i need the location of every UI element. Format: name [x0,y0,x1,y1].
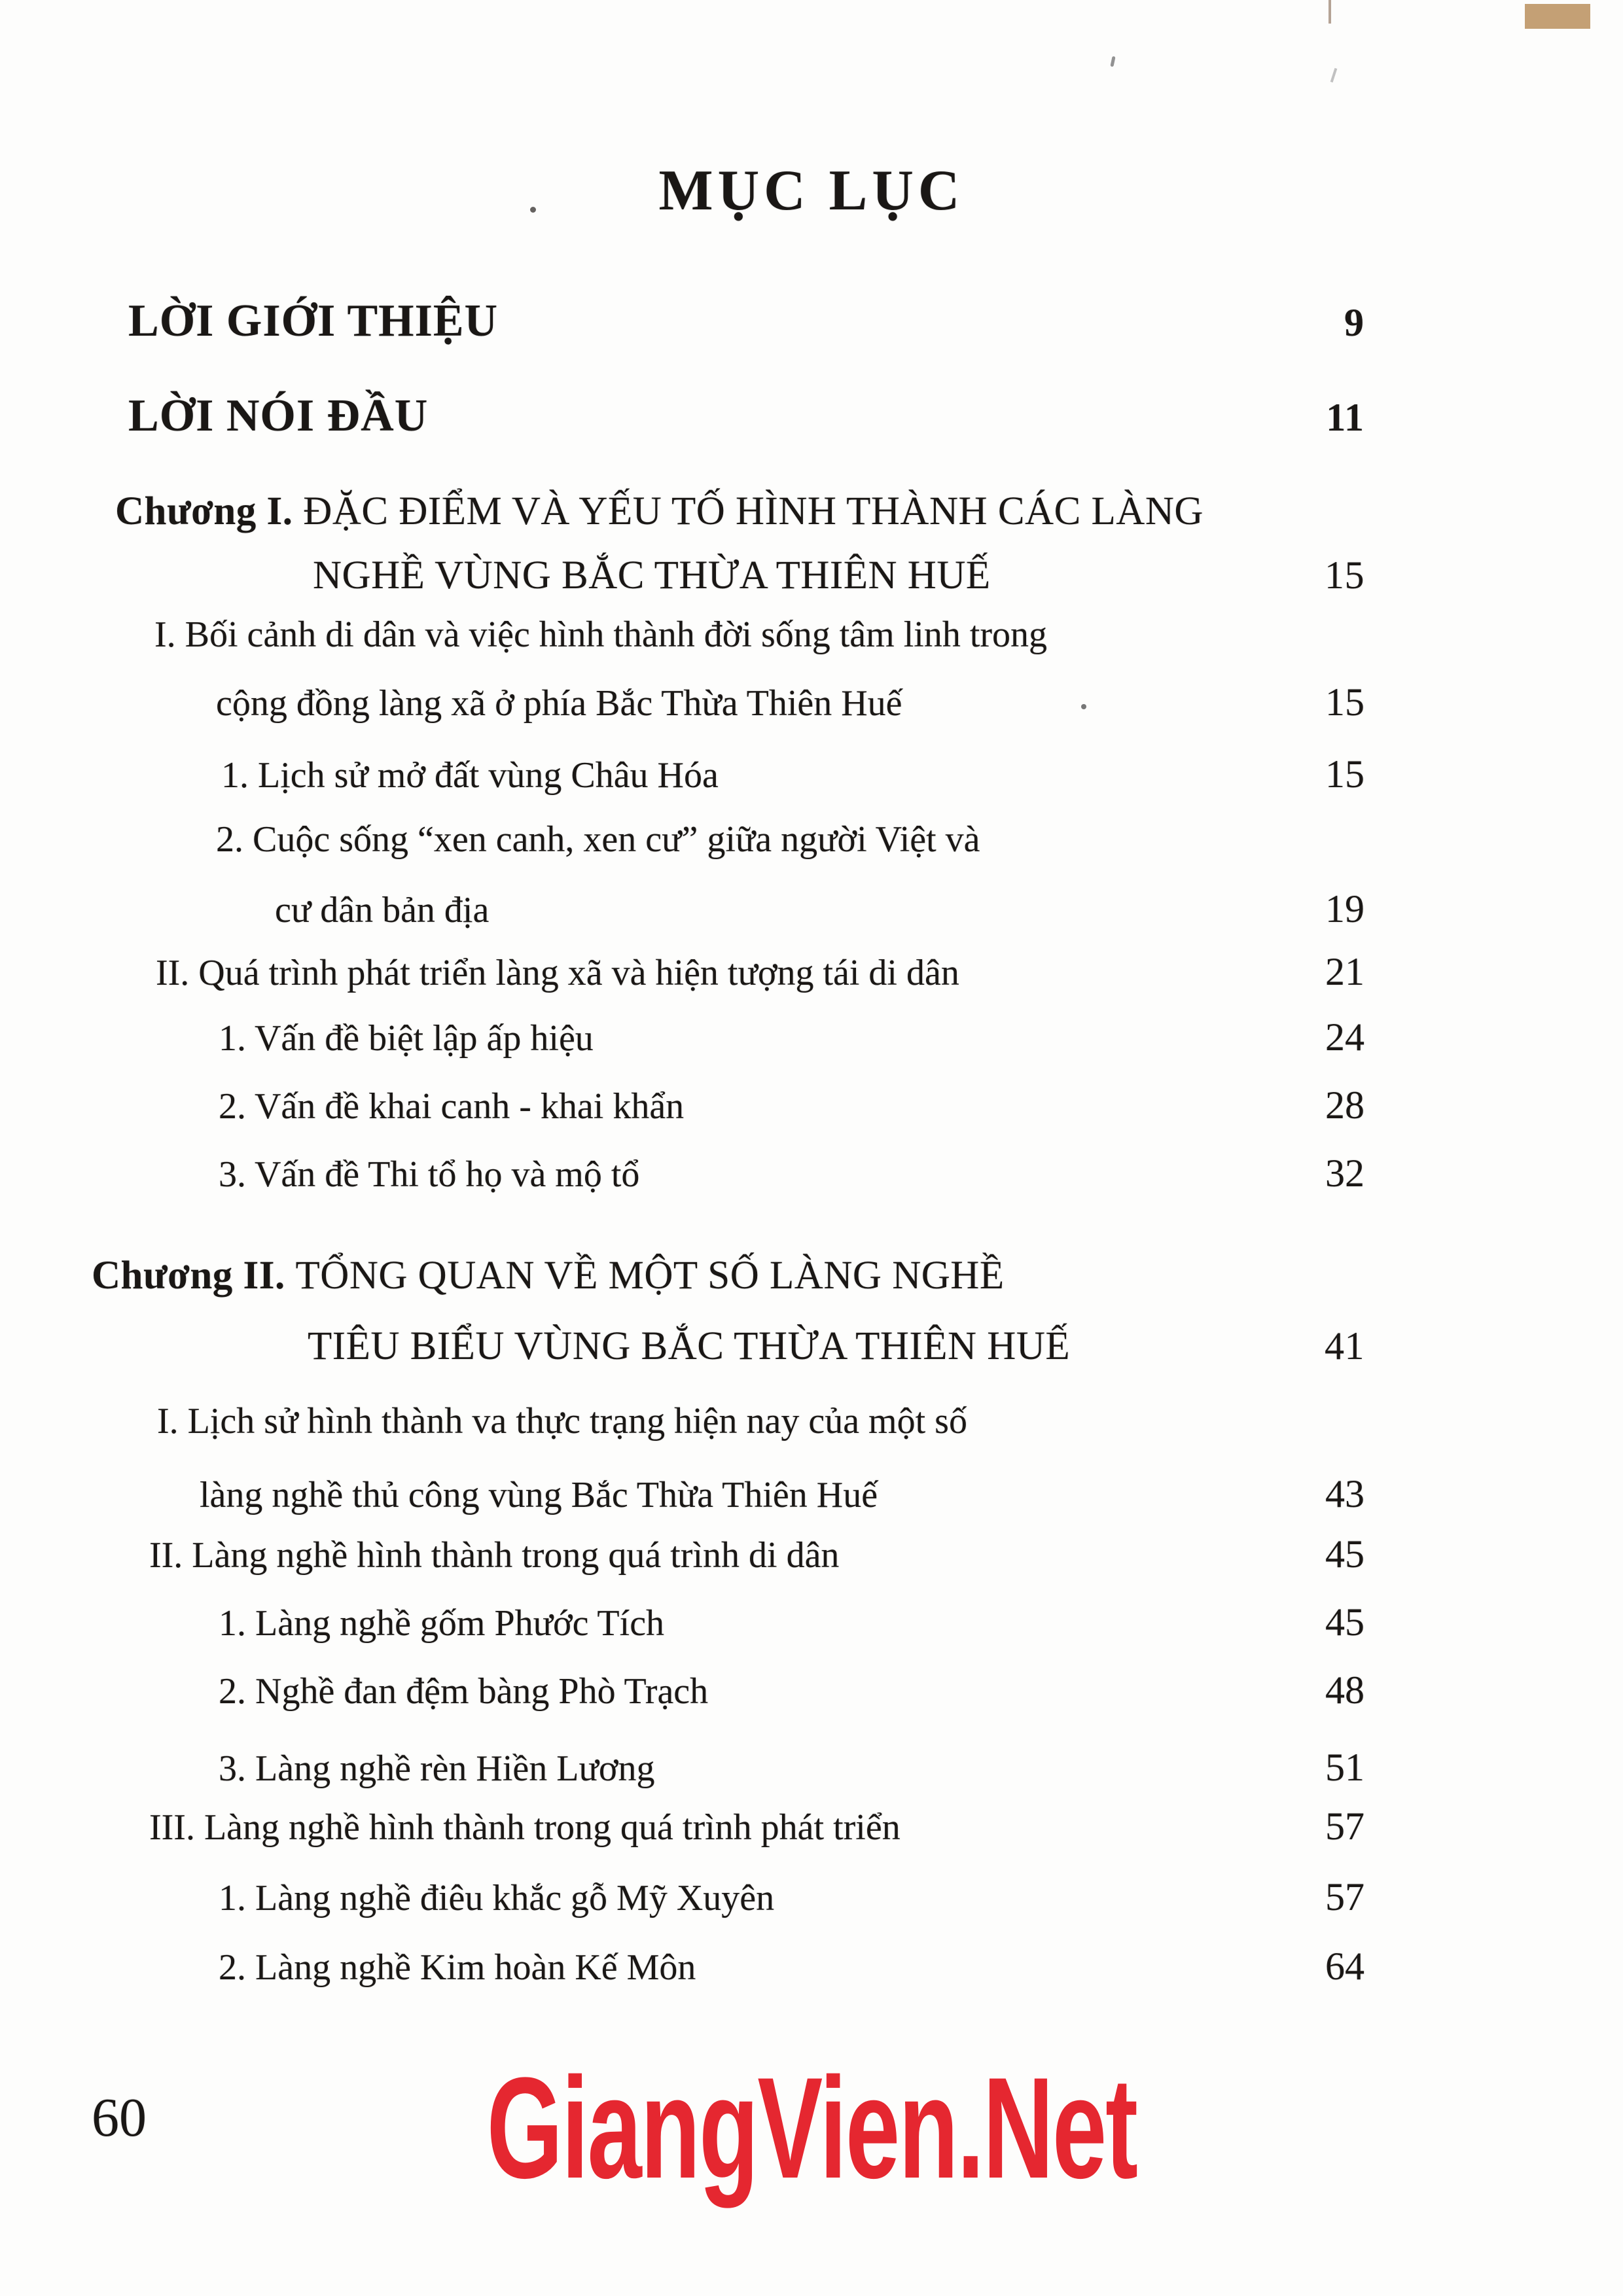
page-title: MỤC LỤC [658,159,965,222]
toc-row [149,1532,1364,1576]
toc-row [275,887,1364,931]
toc-row-title: II. Làng nghề hình thành trong quá trình di dân [149,1535,840,1576]
toc-row-title: Chương II. TỔNG QUAN VỀ MỘT SỐ LÀNG NGHỀ [92,1254,1005,1298]
toc-row [200,1472,1364,1516]
toc-row-title: cư dân bản địa [275,890,490,930]
toc-row-page: 45 [1325,1532,1364,1576]
toc-row [219,1875,1364,1919]
toc-row-page: 21 [1325,950,1364,993]
toc-row [128,296,1364,346]
toc-row [219,1669,1364,1712]
toc-row-title: 1. Làng nghề gốm Phước Tích [219,1603,665,1644]
toc-row-title: 1. Lịch sử mở đất vùng Châu Hóa [221,755,719,796]
toc-row-page: 51 [1325,1746,1364,1789]
toc-row [308,1324,1364,1368]
footer-page-number: 60 [92,2087,147,2148]
scan-edge-bar [97,0,1623,9]
toc-row-page: 57 [1325,1875,1364,1918]
toc-row-title: cộng đồng làng xã ở phía Bắc Thừa Thiên Huế [216,683,902,724]
toc-row-title: LỜI NÓI ĐẦU [128,391,429,441]
toc-row [154,615,1047,656]
toc-row [313,554,1364,597]
toc-row-title: 2. Cuộc sống “xen canh, xen cư” giữa người Việt và [216,819,980,860]
scan-artifact-speck [1110,56,1115,67]
toc-row-page: 41 [1325,1324,1364,1368]
toc-row-page: 28 [1325,1084,1364,1127]
toc-row-page: 45 [1325,1600,1364,1644]
toc-row [219,1600,1364,1644]
toc-row-title: 2. Làng nghề Kim hoàn Kế Môn [219,1947,696,1988]
toc-row-page: 57 [1325,1805,1364,1848]
toc-row-page: 15 [1325,752,1364,796]
toc-row [157,1402,967,1442]
toc-row-title: NGHỀ VÙNG BẮC THỪA THIÊN HUẾ [313,554,991,597]
watermark [0,2047,1623,2208]
scan-artifact-line [1329,0,1331,24]
toc-row [219,1945,1364,1988]
toc-row [149,1805,1364,1848]
scan-artifact-speck [1330,68,1338,82]
toc-row-title: I. Bối cảnh di dân và việc hình thành đời sống tâm linh trong [154,614,1048,655]
toc-row [216,820,980,860]
toc-row [219,1084,1364,1127]
toc-row [216,680,1364,724]
toc-row [221,752,1364,796]
toc-row-page: 64 [1325,1945,1364,1988]
toc-row-page: 19 [1325,887,1364,930]
toc-row [92,1254,1005,1298]
toc-row-title: 2. Nghề đan đệm bàng Phò Trạch [219,1671,709,1712]
scan-edge-tan-patch [1525,4,1590,29]
toc-row [219,1016,1364,1059]
toc-row-title: Chương I. ĐẶC ĐIỂM VÀ YẾU TỐ HÌNH THÀNH CÁC LÀNG [115,489,1204,533]
toc-row-title: 3. Làng nghề rèn Hiền Lương [219,1748,655,1789]
toc-row-page: 32 [1325,1152,1364,1195]
toc-row-chapter-label: Chương I. [115,489,304,533]
toc-row-title: 2. Vấn đề khai canh - khai khẩn [219,1086,685,1127]
toc-row-page: 24 [1325,1016,1364,1059]
toc-row [156,950,1364,994]
watermark-text: GiangVien.Net [486,2047,1137,2208]
toc-row-title: làng nghề thủ công vùng Bắc Thừa Thiên Huế [200,1475,878,1515]
scan-edge-gap [783,0,793,9]
toc-row-title: 3. Vấn đề Thi tổ họ và mộ tổ [219,1154,640,1195]
toc-row-title: II. Quá trình phát triển làng xã và hiện tượng tái di dân [156,953,959,993]
toc-row-title: I. Lịch sử hình thành va thực trạng hiện nay của một số [157,1401,967,1441]
toc-row-page: 11 [1326,396,1364,439]
toc-row-title: LỜI GIỚI THIỆU [128,296,499,346]
toc-row-page: 43 [1325,1472,1364,1515]
toc-row-title: TIÊU BIỂU VÙNG BẮC THỪA THIÊN HUẾ [308,1324,1071,1368]
toc-row-title: 1. Làng nghề điêu khắc gỗ Mỹ Xuyên [219,1878,775,1918]
toc-row-title: III. Làng nghề hình thành trong quá trình phát triển [149,1807,901,1848]
toc-row-page: 15 [1325,680,1364,724]
toc-row [128,391,1364,441]
toc-row [115,489,1204,533]
toc-row-chapter-label: Chương II. [92,1254,296,1298]
toc-row-page: 9 [1344,301,1364,344]
toc-row-page: 15 [1325,554,1364,597]
toc-row [219,1746,1364,1790]
toc-row-title: 1. Vấn đề biệt lập ấp hiệu [219,1018,594,1059]
toc-row [219,1152,1364,1195]
toc-row-page: 48 [1325,1669,1364,1712]
